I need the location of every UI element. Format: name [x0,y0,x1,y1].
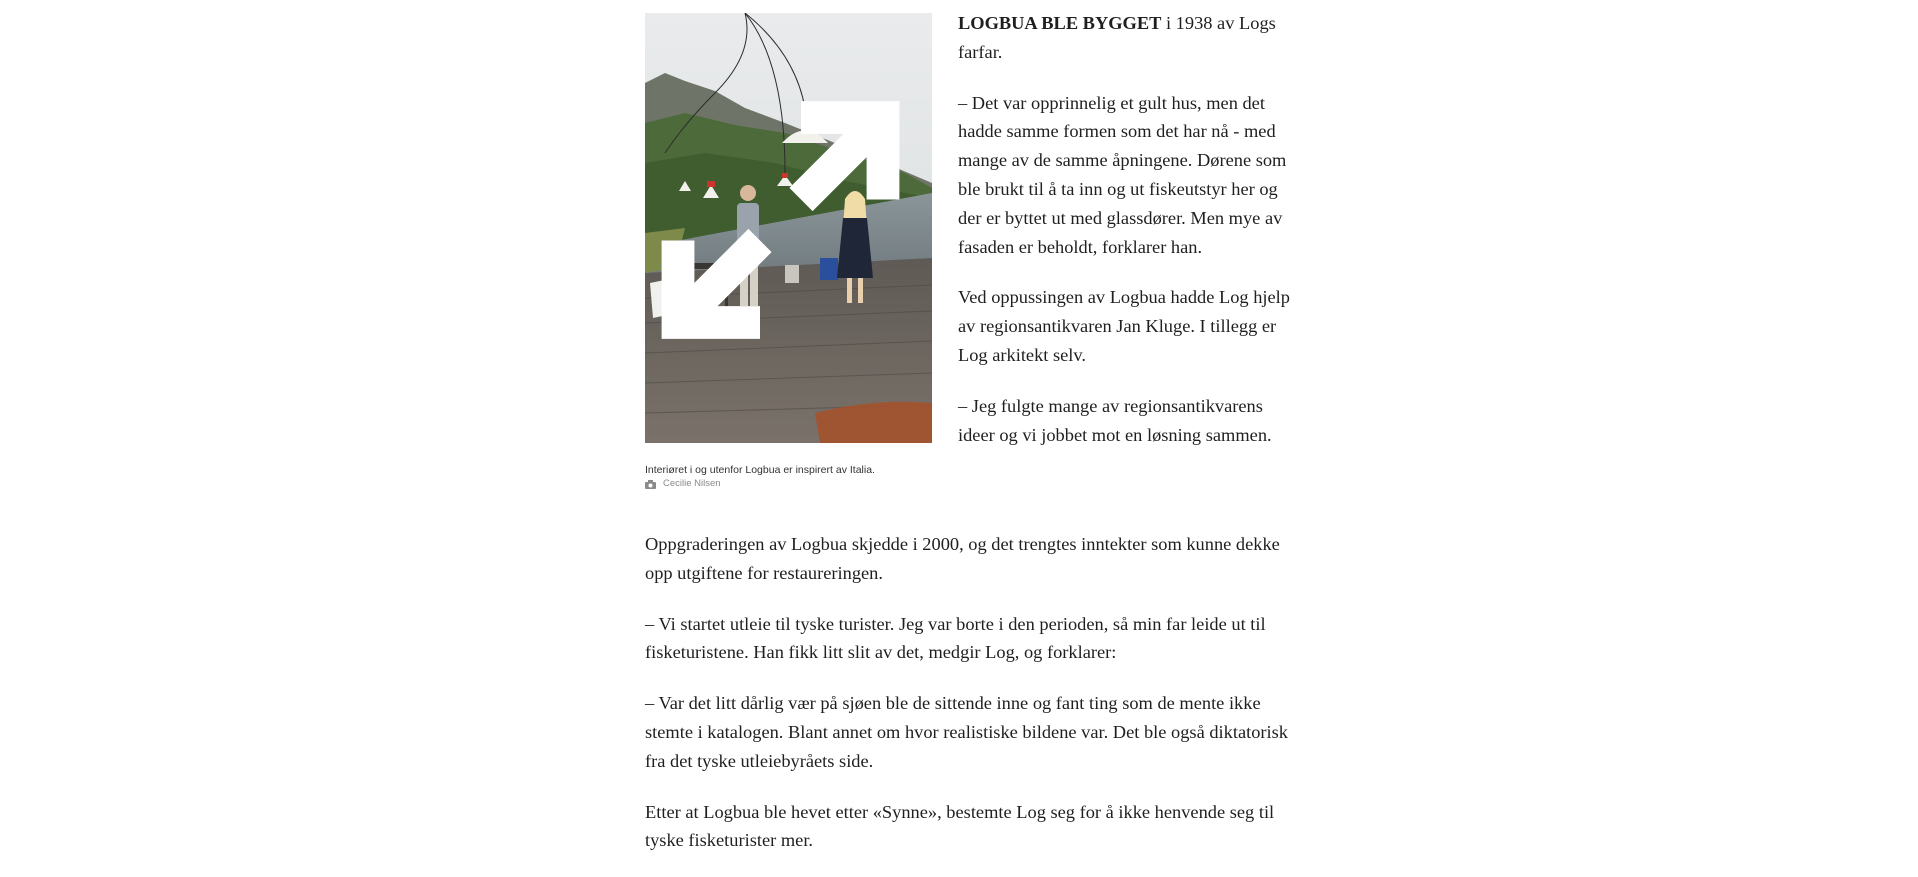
photo-caption: Interiøret i og utenfor Logbua er inspirert av Italia. [645,464,875,476]
paragraph: – Var det litt dårlig vær på sjøen ble de sittende inne og fant ting som de mente ikke stemte i katalogen. Blant annet om hvor realistiske bildene var. Det ble også diktatorisk fra det tyske utleiebyråets side. [645,693,1288,771]
paragraph: – Jeg fulgte mange av regionsantikvarens ideer og vi jobbet mot en løsning sammen. [958,395,1272,445]
paragraph: – Vi startet utleie til tyske turister. Jeg var borte i den perioden, så min far leide ut til fisketuristene. Han fikk litt slit av det, medgir Log, og forklarer: [645,613,1266,663]
lead-caps: LOGBUA BLE BYGGET [958,13,1162,33]
paragraph: – Det var opprinnelig et gult hus, men det hadde samme formen som det har nå - med mange av de samme åpningene. Dørene som ble brukt til å ta inn og ut fiskeutstyr her og der er byttet ut med glassdører. Men mye av fasaden er beholdt, forklarer han. [958,92,1287,257]
paragraph: Ved oppussingen av Logbua hadde Log hjelp av regionsantikvaren Jan Kluge. I tillegg er Log arkitekt selv. [958,287,1290,365]
paragraph: Etter at Logbua ble hevet etter «Synne», bestemte Log seg for å ikke henvende seg til tyske fisketurister mer. [645,801,1275,851]
paragraph-lead [958,9,1293,67]
photo-credit [645,477,932,491]
side-text-column [958,9,1293,471]
camera-icon [645,480,656,489]
full-width-text [645,530,1295,877]
article-figure [645,13,932,491]
lead-rest: i 1938 av Logs farfar. [958,13,1276,62]
expand-icon[interactable] [645,13,924,435]
paragraph: Oppgraderingen av Logbua skjedde i 2000, og det trengtes inntekter som kunne dekke opp utgiftene for restaureringen. [645,534,1280,583]
photo-credit-name: Cecilie Nilsen [663,478,721,489]
article-photo[interactable] [645,13,932,443]
